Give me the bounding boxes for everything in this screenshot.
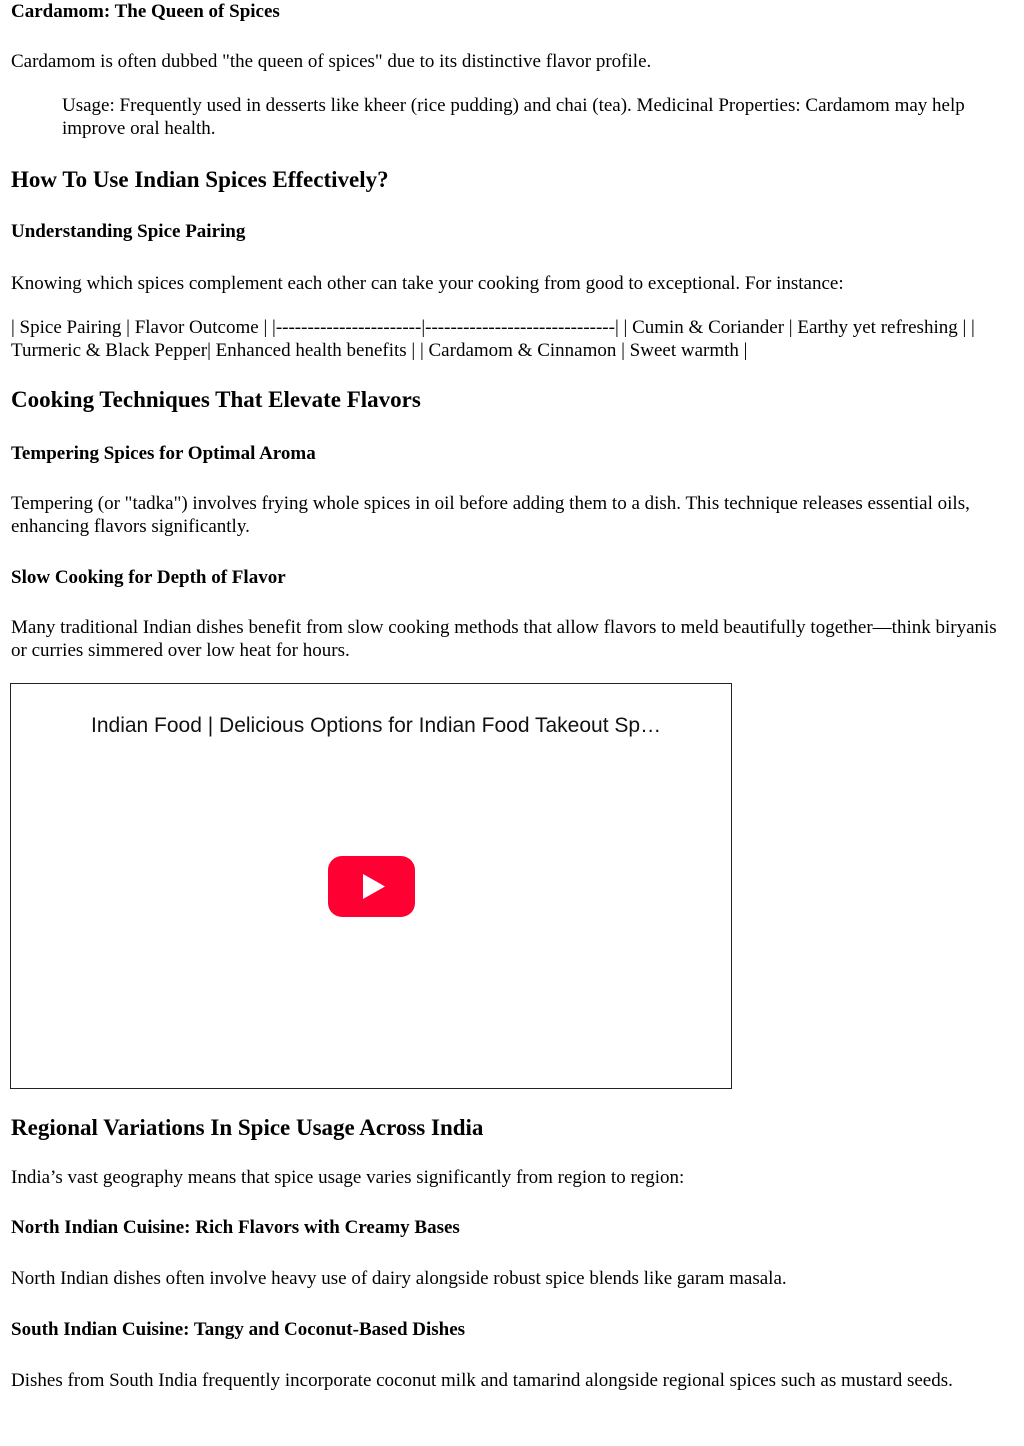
cardamom-heading: Cardamom: The Queen of Spices bbox=[11, 1, 280, 22]
play-icon[interactable] bbox=[328, 856, 415, 917]
techniques-heading: Cooking Techniques That Elevate Flavors bbox=[11, 387, 421, 412]
spice-pairing-heading: Understanding Spice Pairing bbox=[11, 221, 246, 242]
cardamom-intro: Cardamom is often dubbed "the queen of spices" due to its distinctive flavor profile. bbox=[11, 51, 652, 72]
slow-cooking-heading: Slow Cooking for Depth of Flavor bbox=[11, 567, 286, 588]
spice-pairing-intro: Knowing which spices complement each other can take your cooking from good to exceptional. For instance: bbox=[11, 273, 844, 294]
regional-intro: India’s vast geography means that spice usage varies significantly from region to region: bbox=[11, 1167, 685, 1188]
north-indian-text: North Indian dishes often involve heavy use of dairy alongside robust spice blends like garam masala. bbox=[11, 1268, 787, 1289]
tempering-text: Tempering (or "tadka") involves frying whole spices in oil before adding them to a dish. This technique releases essential oils, enhancing flavors significantly. bbox=[11, 493, 970, 537]
south-indian-heading: South Indian Cuisine: Tangy and Coconut-Based Dishes bbox=[11, 1319, 466, 1340]
video-embed[interactable] bbox=[10, 683, 732, 1089]
how-to-use-heading: How To Use Indian Spices Effectively? bbox=[11, 167, 389, 192]
north-indian-heading: North Indian Cuisine: Rich Flavors with Creamy Bases bbox=[11, 1217, 460, 1238]
south-indian-text: Dishes from South India frequently incorporate coconut milk and tamarind alongside regional spices such as mustard seeds. bbox=[11, 1370, 953, 1391]
tempering-heading: Tempering Spices for Optimal Aroma bbox=[11, 443, 316, 464]
cardamom-details: Usage: Frequently used in desserts like kheer (rice pudding) and chai (tea). Medicinal Properties: Cardamom may help improve oral health. bbox=[62, 95, 965, 139]
slow-cooking-text: Many traditional Indian dishes benefit from slow cooking methods that allow flavors to meld beautifully together—think biryanis or curries simmered over low heat for hours. bbox=[11, 617, 997, 661]
regional-heading: Regional Variations In Spice Usage Across India bbox=[11, 1115, 484, 1140]
spice-pairing-table-text: | Spice Pairing | Flavor Outcome | |-----------------------|------------------------------| | Cumin & Coriander | Earthy yet refreshing | | Turmeric & Black Pepper| Enhanced health benefits | | Cardamom & Cinnamon | Sweet warmth | bbox=[11, 317, 975, 361]
play-button[interactable] bbox=[328, 856, 415, 917]
video-title[interactable]: Indian Food | Delicious Options for Indian Food Takeout Sp… bbox=[91, 714, 662, 737]
